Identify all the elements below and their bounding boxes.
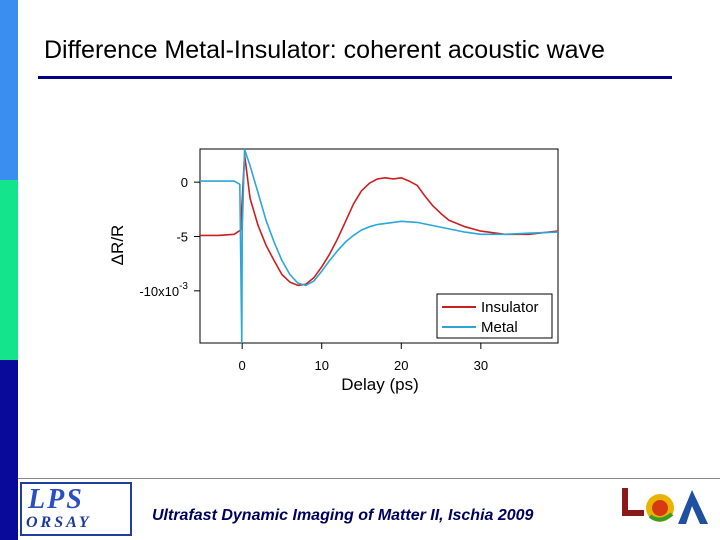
y-axis bbox=[139, 175, 200, 299]
y-tick-label: $-10x10^{-3}$ bbox=[139, 280, 188, 299]
footer-text: Ultrafast Dynamic Imaging of Matter II, Ischia 2009 bbox=[152, 507, 534, 524]
legend-label-insulator: Insulator bbox=[481, 299, 539, 316]
legend-label-metal: Metal bbox=[481, 319, 518, 336]
lps-orsay-logo bbox=[20, 482, 132, 536]
x-tick-label: 20 bbox=[394, 358, 409, 373]
x-axis-label: Delay (ps) bbox=[341, 375, 419, 394]
footer-divider bbox=[18, 478, 720, 479]
x-tick-label: 30 bbox=[473, 358, 489, 373]
lps-logo-line2: ORSAY bbox=[26, 514, 92, 531]
x-tick-label: 10 bbox=[314, 358, 329, 373]
x-tick-label: 0 bbox=[238, 358, 246, 373]
lca-logo bbox=[620, 484, 712, 530]
y-tick-label: -5 bbox=[176, 229, 188, 245]
series-line-insulator bbox=[200, 155, 558, 285]
y-tick-label: 0 bbox=[180, 175, 188, 191]
y-tick-exponent: -3 bbox=[179, 280, 188, 292]
slide-title: Difference Metal-Insulator: coherent acoustic wave bbox=[44, 36, 605, 64]
legend bbox=[437, 294, 552, 338]
x-axis bbox=[239, 343, 489, 373]
y-axis-label: ΔR/R bbox=[108, 224, 127, 266]
lps-logo-line1: LPS bbox=[28, 484, 84, 515]
